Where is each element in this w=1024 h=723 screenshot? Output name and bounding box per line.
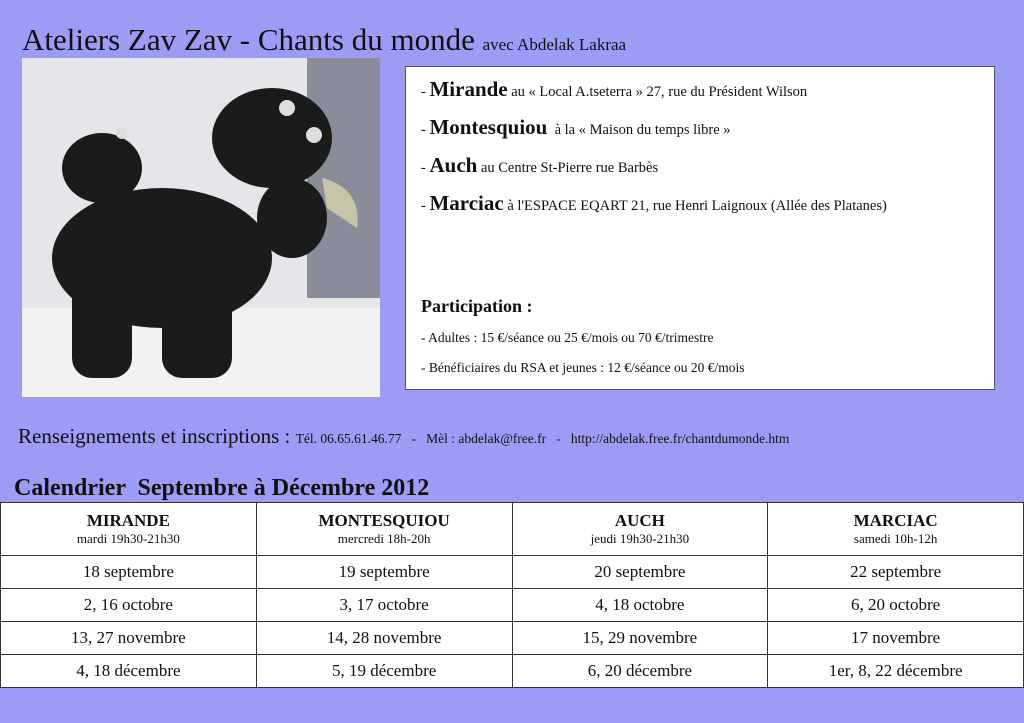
table-cell: 14, 28 novembre — [256, 622, 512, 655]
column-header — [512, 503, 768, 556]
column-header — [1, 503, 257, 556]
column-name: AUCH — [614, 511, 665, 530]
table-cell: 18 septembre — [1, 556, 257, 589]
calendar-table — [0, 502, 1024, 688]
table-cell: 13, 27 novembre — [1, 622, 257, 655]
location-address: au Centre St-Pierre rue Barbès — [480, 160, 659, 176]
price-adults: - Adultes : 15 €/séance ou 25 €/mois ou 70 €/trimestre — [421, 330, 714, 345]
column-hours: mardi 19h30-21h30 — [76, 531, 180, 546]
location-marciac: - Marciac à l'ESPACE EQART 21, rue Henri Laignoux (Allée des Platanes) — [421, 191, 887, 215]
locations-box — [405, 66, 995, 390]
table-cell: 22 septembre — [768, 556, 1024, 589]
table-cell: 2, 16 octobre — [1, 589, 257, 622]
column-hours: mercredi 18h-20h — [337, 531, 431, 546]
table-cell: 5, 19 décembre — [256, 655, 512, 688]
location-mirande: - Mirande au « Local A.tseterra » 27, rue du Président Wilson — [421, 77, 808, 101]
location-auch: - Auch au Centre St-Pierre rue Barbès — [421, 153, 659, 177]
info-details: Tél. 06.65.61.46.77 - Mèl : abdelak@free.fr - http://abdelak.free.fr/chantdumonde.htm — [295, 431, 790, 446]
sculpture-photo — [22, 58, 380, 397]
table-cell: 6, 20 octobre — [768, 589, 1024, 622]
location-name: Marciac — [429, 191, 504, 215]
table-cell: 4, 18 décembre — [1, 655, 257, 688]
location-name: Auch — [429, 153, 478, 177]
column-header — [256, 503, 512, 556]
price-reduced: - Bénéficiaires du RSA et jeunes : 12 €/séance ou 20 €/mois — [421, 360, 745, 375]
table-cell: 15, 29 novembre — [512, 622, 768, 655]
location-address: à l'ESPACE EQART 21, rue Henri Laignoux (Allée des Platanes) — [507, 198, 887, 214]
title-main: Ateliers Zav Zav - Chants du monde — [22, 22, 475, 57]
title-sub: avec Abdelak Lakraa — [482, 35, 627, 54]
contact-info — [18, 424, 789, 449]
location-name: Mirande — [429, 77, 508, 101]
table-cell: 1er, 8, 22 décembre — [768, 655, 1024, 688]
table-cell: 19 septembre — [256, 556, 512, 589]
table-header-row — [1, 503, 1024, 556]
table-row — [1, 556, 1024, 589]
column-name: MONTESQUIOU — [318, 511, 450, 530]
info-label: Renseignements et inscriptions : — [18, 424, 291, 448]
location-name: Montesquiou — [429, 115, 548, 139]
location-montesquiou: - Montesquiou à la « Maison du temps libre » — [421, 115, 731, 139]
table-cell: 3, 17 octobre — [256, 589, 512, 622]
table-row — [1, 622, 1024, 655]
location-address: au « Local A.tseterra » 27, rue du Président Wilson — [511, 84, 808, 100]
table-row — [1, 655, 1024, 688]
column-name: MIRANDE — [86, 511, 170, 530]
page-title — [22, 22, 626, 58]
column-hours: samedi 10h-12h — [853, 531, 938, 546]
column-header — [768, 503, 1024, 556]
table-cell: 4, 18 octobre — [512, 589, 768, 622]
table-cell: 20 septembre — [512, 556, 768, 589]
column-hours: jeudi 19h30-21h30 — [590, 531, 690, 546]
participation-heading: Participation : — [421, 296, 533, 316]
table-row — [1, 589, 1024, 622]
table-cell: 6, 20 décembre — [512, 655, 768, 688]
calendar-title: Calendrier Septembre à Décembre 2012 — [14, 475, 430, 501]
column-name: MARCIAC — [853, 511, 938, 530]
table-cell: 17 novembre — [768, 622, 1024, 655]
location-address: à la « Maison du temps libre » — [554, 122, 731, 138]
